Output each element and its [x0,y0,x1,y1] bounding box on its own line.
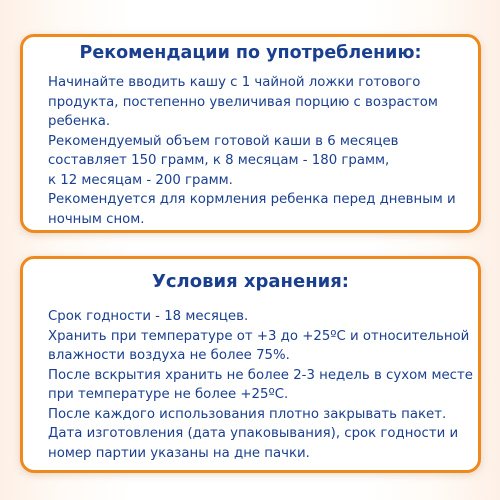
usage-text-line: ночным сном. [48,211,145,227]
storage-text-line: влажности воздуха не более 75%. [48,348,290,363]
storage-conditions-text [23,293,478,463]
storage-conditions-title: Условия хранения: [151,271,349,292]
storage-text-line: Хранить при температуре от +3 до +25ºС и относительной [48,328,470,344]
usage-text-line: Рекомендуется для кормления ребенка перед дневным и [48,192,456,207]
storage-text-line: Срок годности - 18 месяцев. [48,309,249,324]
usage-text-line: составляет 150 грамм, к 8 месяцам - 180 грамм, [48,153,390,168]
usage-text-line: продукта, постепенно увеличивая порцию с возрастом [48,94,438,110]
storage-text-line: После вскрытия хранить не более 2-3 недель в сухом месте [48,367,473,383]
usage-recommendations-text [23,64,478,229]
usage-text-line: к 12 месяцам - 200 грамм. [48,172,233,188]
usage-text-line: ребенка. [48,114,111,129]
usage-text-line: Начинайте вводить кашу с 1 чайной ложки готового [48,75,421,90]
storage-text-line: при температуре не более +25ºС. [48,387,289,402]
usage-recommendations-card [20,34,481,233]
storage-conditions-card [20,256,481,473]
storage-text-line: номер партии указаны на дне пачки. [48,445,310,461]
usage-recommendations-title: Рекомендации по употреблению: [79,43,422,63]
storage-text-line: После каждого использования плотно закрывать пакет. [48,406,447,422]
usage-text-line: Рекомендуемый объем готовой каши в 6 месяцев [48,133,399,149]
storage-text-line: Дата изготовления (дата упаковывания), срок годности и [48,426,459,441]
